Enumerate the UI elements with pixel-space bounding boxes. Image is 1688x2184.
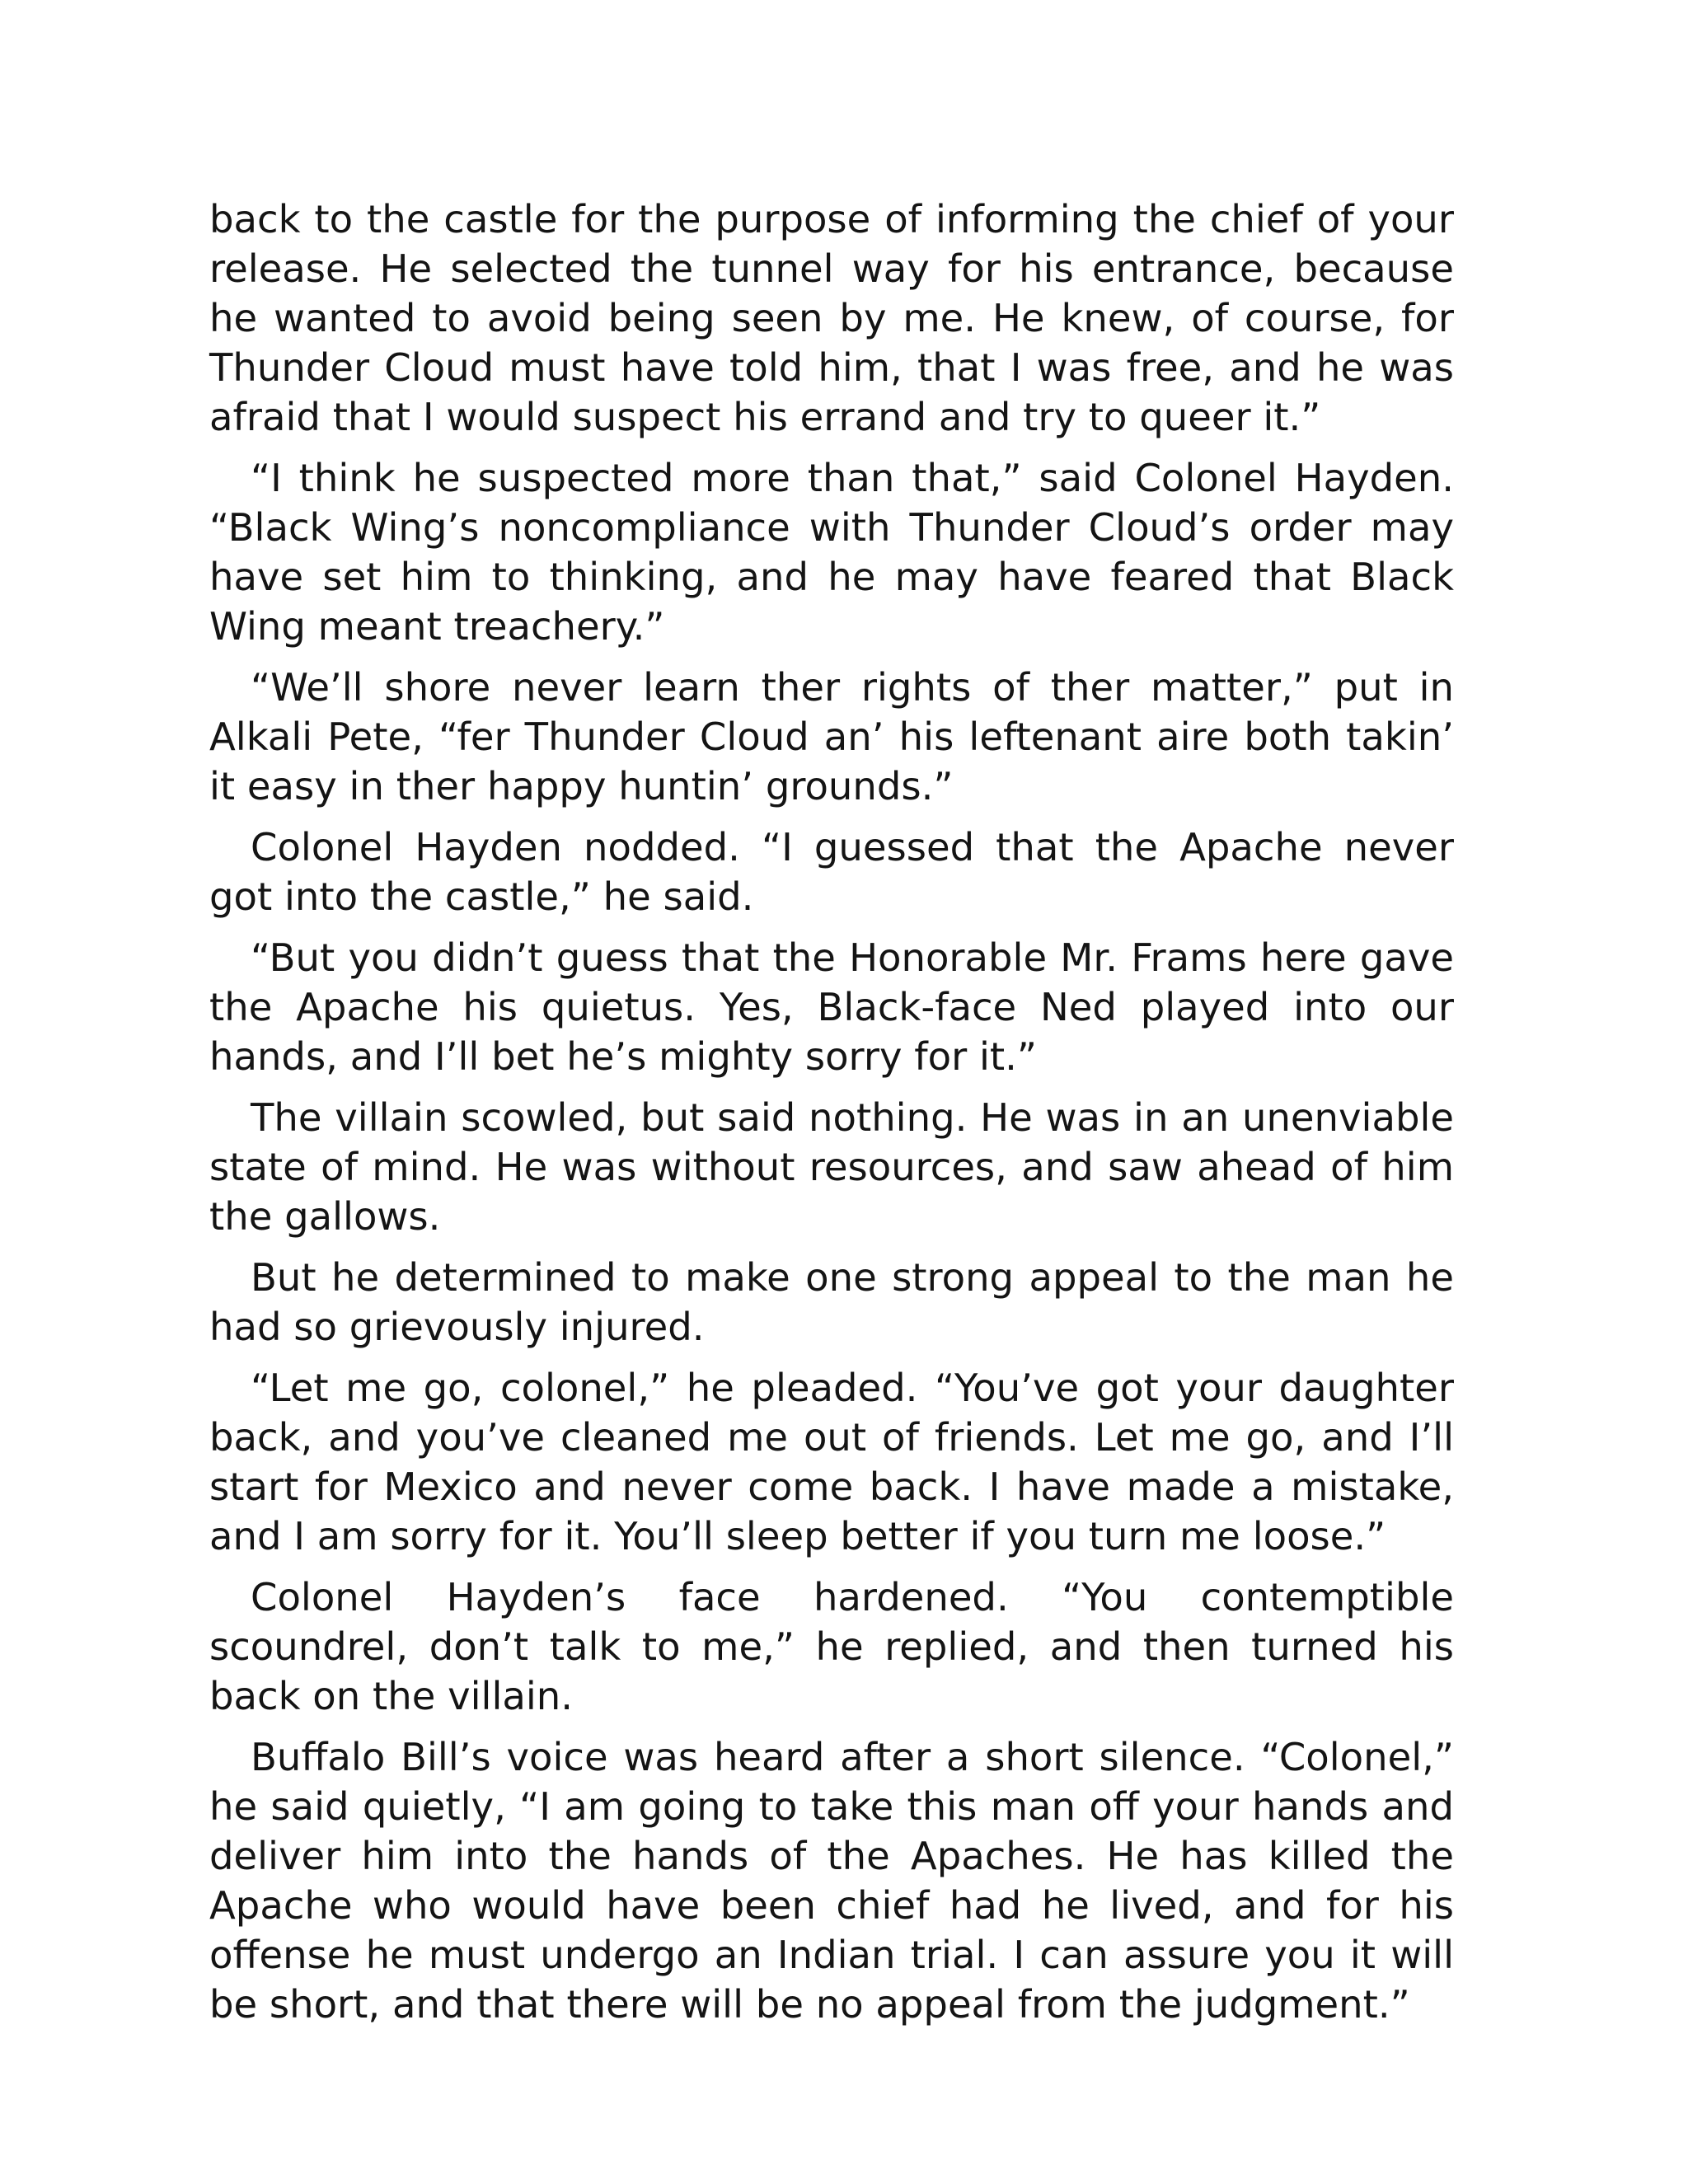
paragraph: The villain scowled, but said nothing. He was in an unenviable state of mind. He was without resources, and saw ahead of him the gallows. bbox=[209, 1095, 1454, 1239]
paragraph: Buffalo Bill’s voice was heard after a short silence. “Colonel,” he said quietly, “I am going to take this man off your hands and deliver him into the hands of the Apaches. He has killed the Apache who would have been chief had he lived, and for his offense he must undergo an Indian trial. I can assure you it will be short, and that there will be no appeal from the judgment.” bbox=[209, 1735, 1454, 2027]
paragraph: “I think he suspected more than that,” said Colonel Hayden. “Black Wing’s noncompliance with Thunder Cloud’s order may have set him to thinking, and he may have feared that Black Wing meant treachery.” bbox=[209, 456, 1454, 649]
paragraph: Colonel Hayden’s face hardened. “You contemptible scoundrel, don’t talk to me,” he replied, and then turned his back on the villain. bbox=[209, 1575, 1454, 1718]
paragraph: Colonel Hayden nodded. “I guessed that the Apache never got into the castle,” he said. bbox=[209, 825, 1454, 919]
paragraph: “Let me go, colonel,” he pleaded. “You’ve got your daughter back, and you’ve cleaned me out of friends. Let me go, and I’ll start for Mexico and never come back. I have made a mistake, and I am sorry for it. You’ll sleep better if you turn me loose.” bbox=[209, 1366, 1454, 1558]
book-page-text bbox=[209, 194, 1454, 2041]
paragraph: “But you didn’t guess that the Honorable Mr. Frams here gave the Apache his quietus. Yes, Black-face Ned played into our hands, and I’ll bet he’s mighty sorry for it.” bbox=[209, 935, 1454, 1079]
paragraph-continued: back to the castle for the purpose of informing the chief of your release. He selected the tunnel way for his entrance, because he wanted to avoid being seen by me. He knew, of course, for Thunder Cloud must have told him, that I was free, and he was afraid that I would suspect his errand and try to queer it.” bbox=[209, 197, 1454, 439]
paragraph: “We’ll shore never learn ther rights of ther matter,” put in Alkali Pete, “fer Thunder Cloud an’ his leftenant aire both takin’ it easy in ther happy huntin’ grounds.” bbox=[209, 665, 1454, 808]
paragraph: But he determined to make one strong appeal to the man he had so grievously injured. bbox=[209, 1255, 1454, 1349]
